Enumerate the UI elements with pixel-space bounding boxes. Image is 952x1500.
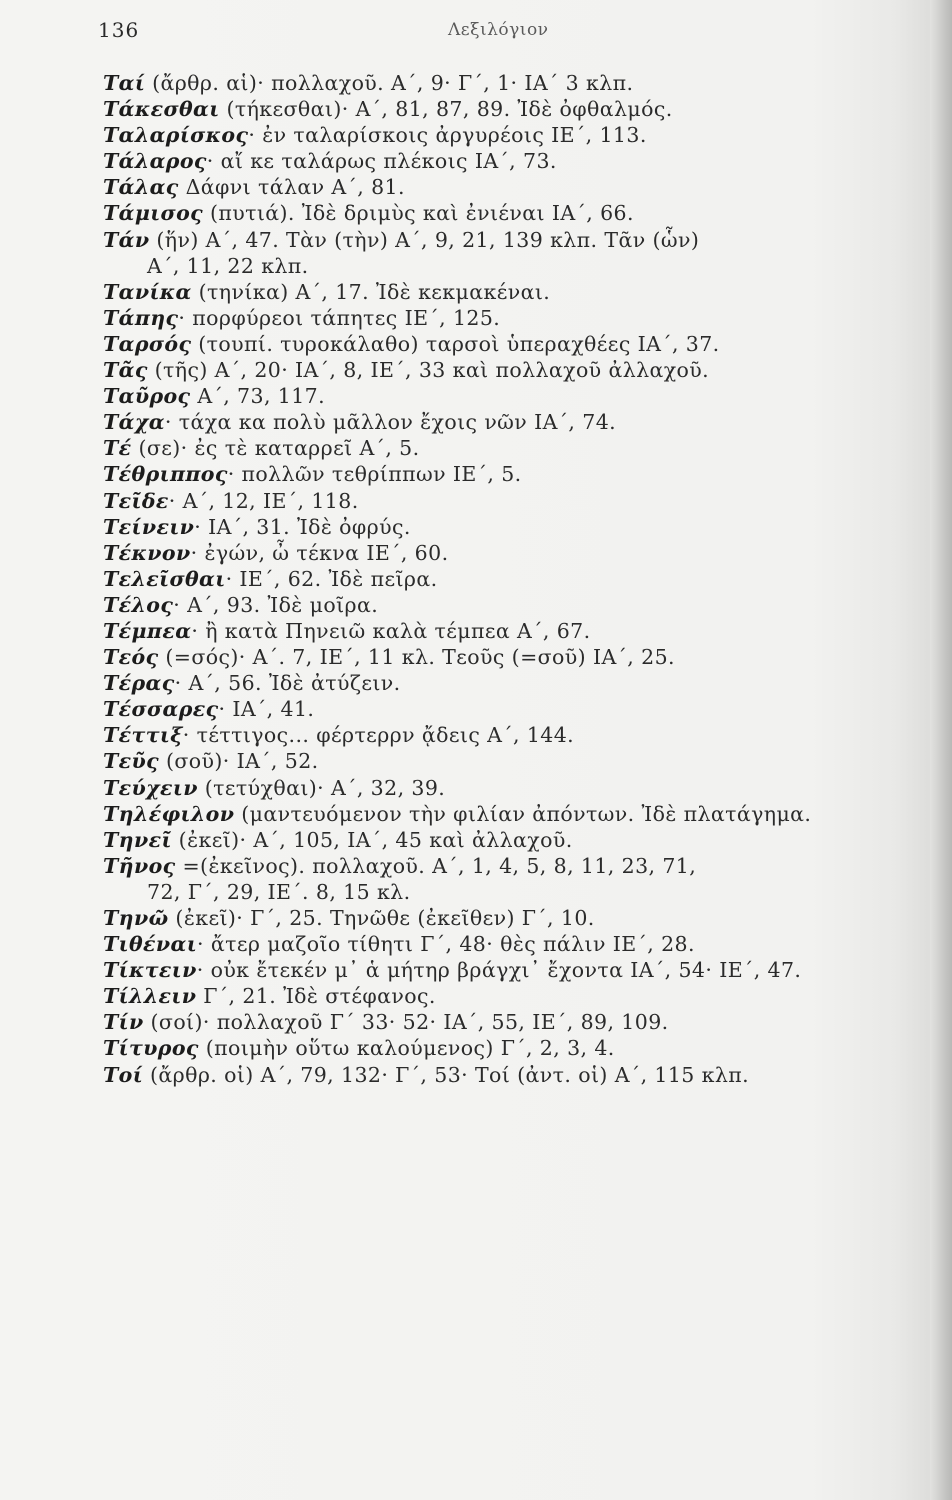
entry-headword: Τάν [103,227,150,252]
dictionary-line [103,722,913,748]
entry-headword: Τάπης [103,305,179,330]
entry-text: (τήκεσθαι)· Α΄, 81, 87, 89. Ἰδὲ ὀφθαλμός. [219,97,673,122]
entry-text: (σε)· ἐς τὲ καταρρεῖ Α΄, 5. [131,436,420,461]
entry-headword: Τεῦς [103,749,160,774]
dictionary-line [103,70,913,96]
dictionary-line [103,461,913,487]
dictionary-line [103,488,913,514]
entry-text: · ἄτερ μαζοῖο τίθητι Γ΄, 48· θὲς πάλιν ΙΕ΄, 28. [197,932,695,957]
dictionary-line [103,566,913,592]
entry-headword: Ταρσός [103,331,192,356]
entry-text: Δάφνι τάλαν Α΄, 81. [178,175,405,200]
dictionary-line [103,227,913,253]
entry-text: (ἄρθρ. αἱ)· πολλαχοῦ. Α΄, 9· Γ΄, 1· ΙΑ΄ 3 κλπ. [145,71,634,95]
entry-text: (ἄρθρ. οἱ) Α΄, 79, 132· Γ΄, 53· Τοί (ἀντ. οἱ) Α΄, 115 κλπ. [143,1062,750,1087]
entry-text: · ΙΑ΄, 31. Ἰδὲ ὀφρύς. [194,514,411,539]
entry-text: Α΄, 73, 117. [190,384,326,409]
entry-headword: Τᾶς [103,358,148,383]
dictionary-line [103,409,913,435]
entry-text: (τηνίκα) Α΄, 17. Ἰδὲ κεκμακέναι. [191,279,551,304]
dictionary-line [103,644,913,670]
entry-text: · πολλῶν τεθρίππων ΙΕ΄, 5. [227,462,522,487]
dictionary-line [103,748,913,774]
entry-headword: Τῆνος [103,853,176,878]
entry-headword: Τίλλειν [103,984,197,1009]
entry-headword: Τοί [103,1062,144,1087]
dictionary-line [103,775,913,801]
entry-headword: Τίν [103,1010,144,1035]
entry-headword: Τέλος [103,592,174,617]
dictionary-line [103,435,913,461]
entry-headword: Τίκτειν [103,958,197,983]
dictionary-line [103,853,913,879]
entry-text: · πορφύρεοι τάπητες ΙΕ΄, 125. [178,305,501,330]
entry-text: (ποιμὴν οὕτω καλούμενος) Γ΄, 2, 3, 4. [198,1036,615,1061]
entry-headword: Τέκνον [103,540,191,565]
entry-headword: Τέ [103,436,132,461]
lexicon-entries [103,70,913,1088]
entry-headword: Τεός [103,645,159,670]
entry-headword: Τάμισος [103,201,204,226]
dictionary-line [103,514,913,540]
dictionary-line [103,305,913,331]
entry-headword: Τέμπεα [103,618,192,643]
entry-text: (σοί)· πολλαχοῦ Γ΄ 33· 52· ΙΑ΄, 55, ΙΕ΄, 89, 109. [143,1010,669,1035]
entry-headword: Τείνειν [103,514,195,539]
dictionary-line [103,122,913,148]
entry-headword: Τάκεσθαι [103,97,220,122]
dictionary-line [103,253,913,279]
entry-text: · τέττιγος... φέρτερρν ᾄδεις Α΄, 144. [182,723,575,748]
entry-text: (τουπί. τυροκάλαθο) ταρσοὶ ὑπεραχθέες ΙΑ΄, 37. [191,331,720,356]
entry-text: Γ΄, 21. Ἰδὲ στέφανος. [196,984,436,1009]
entry-headword: Τεῖδε [103,488,169,513]
dictionary-line [103,801,913,827]
entry-headword: Τάχα [103,410,165,435]
dictionary-line [103,931,913,957]
entry-text: · οὐκ ἔτεκέν μ᾽ ἁ μήτηρ βράγχι᾽ ἔχοντα ΙΑ΄, 54· ΙΕ΄, 47. [196,958,802,983]
page-number: 136 [98,18,140,42]
entry-headword: Ταῦρος [103,384,191,409]
entry-headword: Τηνεῖ [103,827,172,852]
dictionary-line [103,1035,913,1061]
entry-text: · ΙΕ΄, 62. Ἰδὲ πεῖρα. [225,566,438,591]
entry-text: · ἐγών, ὦ τέκνα ΙΕ΄, 60. [190,540,449,565]
entry-headword: Ταί [103,71,146,95]
entry-text: (πυτιά). Ἰδὲ δριμὺς καὶ ἐνιέναι ΙΑ΄, 66. [203,201,634,226]
entry-headword: Ταλαρίσκος [103,123,249,148]
entry-text: · Α΄, 56. Ἰδὲ ἀτύζειν. [174,671,401,696]
dictionary-line [103,1062,913,1088]
dictionary-line [103,983,913,1009]
entry-text: · τάχα κα πολὺ μᾶλλον ἔχοις νῶν ΙΑ΄, 74. [164,410,617,435]
entry-headword: Τέσσαρες [103,697,219,722]
entry-headword: Τάλας [103,175,179,200]
entry-headword: Τηλέφιλον [103,801,235,826]
entry-text: (τετύχθαι)· Α΄, 32, 39. [197,775,446,800]
dictionary-line [103,174,913,200]
entry-text: · αἴ κε ταλάρως πλέκοις ΙΑ΄, 73. [206,149,557,174]
entry-text: (ἐκεῖ)· Γ΄, 25. Τηνῶθε (ἐκεῖθεν) Γ΄, 10. [168,906,595,930]
dictionary-line [103,96,913,122]
dictionary-line [103,618,913,644]
dictionary-line [103,1009,913,1035]
entry-text: (σοῦ)· ΙΑ΄, 52. [159,749,319,774]
entry-text: (μαντευόμενον τὴν φιλίαν ἀπόντων. Ἰδὲ πλατάγημα. [234,801,812,826]
entry-text: (τῆς) Α΄, 20· ΙΑ΄, 8, ΙΕ΄, 33 καὶ πολλαχοῦ ἀλλαχοῦ. [147,358,710,383]
dictionary-line [103,696,913,722]
dictionary-line [103,331,913,357]
entry-text: · ἢ κατὰ Πηνειῶ καλὰ τέμπεα Α΄, 67. [191,618,591,643]
entry-headword: Τιθέναι [103,932,198,957]
entry-text: · Α΄, 93. Ἰδὲ μοῖρα. [173,592,379,617]
entry-headword: Τάλαρος [103,149,207,174]
dictionary-line [103,200,913,226]
dictionary-line [103,827,913,853]
dictionary-line [103,279,913,305]
entry-headword: Τέττιξ [103,723,183,748]
entry-text: (ἥν) Α΄, 47. Τὰν (τὴν) Α΄, 9, 21, 139 κλπ. Τᾶν (ὧν) [149,227,700,252]
entry-text: Α΄, 11, 22 κλπ. [147,253,309,278]
page-edge-shadow [930,0,952,1500]
entry-headword: Τέρας [103,671,175,696]
entry-headword: Τέθριππος [103,462,228,487]
entry-headword: Τελεῖσθαι [103,566,226,591]
dictionary-line [103,357,913,383]
entry-headword: Τανίκα [103,279,192,304]
page-header [98,18,868,46]
entry-text: (ἐκεῖ)· Α΄, 105, ΙΑ΄, 45 καὶ ἀλλαχοῦ. [171,827,573,852]
entry-text: · ἐν ταλαρίσκοις ἀργυρέοις ΙΕ΄, 113. [248,123,647,148]
entry-text: 72, Γ΄, 29, ΙΕ΄. 8, 15 κλ. [147,879,411,904]
dictionary-line [103,905,913,931]
dictionary-line [103,670,913,696]
entry-text: (=σός)· Α΄. 7, ΙΕ΄, 11 κλ. Τεοῦς (=σοῦ) ΙΑ΄, 25. [158,645,675,670]
running-title: Λεξιλόγιον [448,20,549,40]
entry-headword: Τηνῶ [103,906,169,930]
entry-text: =(ἐκεῖνος). πολλαχοῦ. Α΄, 1, 4, 5, 8, 11, 23, 71, [175,853,697,878]
entry-text: · ΙΑ΄, 41. [218,697,315,722]
dictionary-line [103,592,913,618]
dictionary-line [103,957,913,983]
entry-headword: Τεύχειν [103,775,198,800]
dictionary-line [103,540,913,566]
dictionary-line [103,148,913,174]
entry-headword: Τίτυρος [103,1036,199,1061]
dictionary-line [103,383,913,409]
dictionary-line [103,879,913,905]
entry-text: · Α΄, 12, ΙΕ΄, 118. [168,488,359,513]
